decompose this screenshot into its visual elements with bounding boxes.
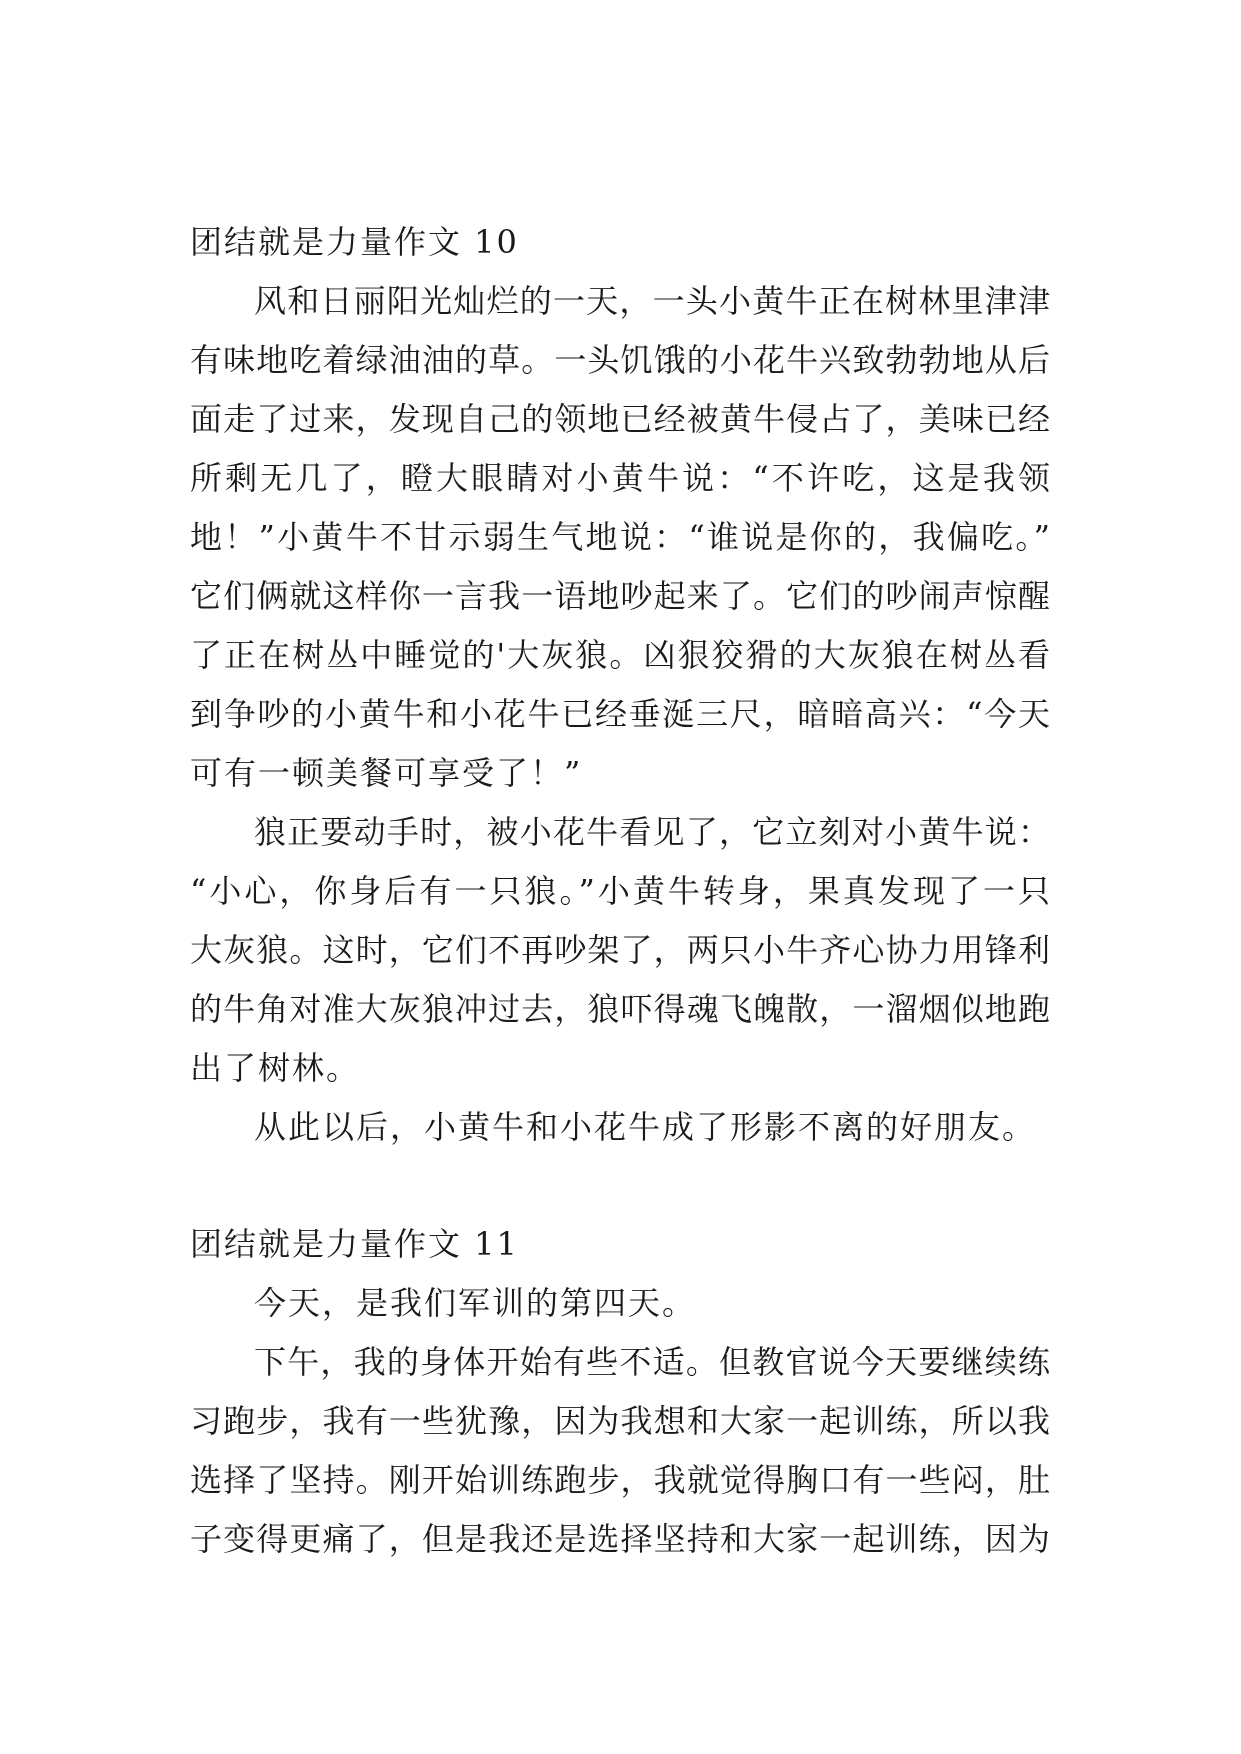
paragraph-line: 面走了过来，发现自己的领地已经被黄牛侵占了，美味已经 <box>190 400 1050 438</box>
paragraph-line: 的牛角对准大灰狼冲过去，狼吓得魂飞魄散，一溜烟似地跑 <box>190 990 1050 1028</box>
paragraph-line: 子变得更痛了，但是我还是选择坚持和大家一起训练，因为 <box>190 1520 1050 1558</box>
paragraph-line: 可有一顿美餐可享受了！” <box>190 754 583 792</box>
paragraph-line: 它们俩就这样你一言我一语地吵起来了。它们的吵闹声惊醒 <box>190 577 1050 615</box>
paragraph-line: 选择了坚持。刚开始训练跑步，我就觉得胸口有一些闷，肚 <box>190 1461 1050 1499</box>
paragraph-line: 到争吵的小黄牛和小花牛已经垂涎三尺，暗暗高兴：“今天 <box>190 695 1050 733</box>
paragraph-line: 大灰狼。这时，它们不再吵架了，两只小牛齐心协力用锋利 <box>190 931 1050 969</box>
paragraph-line: 出了树林。 <box>190 1049 361 1087</box>
paragraph-line: 风和日丽阳光灿烂的一天，一头小黄牛正在树林里津津 <box>254 282 1050 320</box>
paragraph-line: 从此以后，小黄牛和小花牛成了形影不离的好朋友。 <box>254 1108 1037 1146</box>
paragraph-line: “小心，你身后有一只狼。”小黄牛转身，果真发现了一只 <box>190 872 1050 910</box>
essay-11-title: 团结就是力量作文 11 <box>190 1225 519 1263</box>
paragraph-line: 狼正要动手时，被小花牛看见了，它立刻对小黄牛说： <box>254 813 1050 851</box>
paragraph-line: 今天，是我们军训的第四天。 <box>254 1284 697 1322</box>
paragraph-line: 习跑步，我有一些犹豫，因为我想和大家一起训练，所以我 <box>190 1402 1050 1440</box>
paragraph-line: 有味地吃着绿油油的草。一头饥饿的小花牛兴致勃勃地从后 <box>190 341 1050 379</box>
paragraph-line: 地！”小黄牛不甘示弱生气地说：“谁说是你的，我偏吃。” <box>190 518 1050 556</box>
paragraph-line: 了正在树丛中睡觉的'大灰狼。凶狠狡猾的大灰狼在树丛看 <box>190 636 1050 674</box>
essay-10-title: 团结就是力量作文 10 <box>190 223 519 261</box>
paragraph-line: 所剩无几了，瞪大眼睛对小黄牛说：“不许吃，这是我领 <box>190 459 1050 497</box>
paragraph-line: 下午，我的身体开始有些不适。但教官说今天要继续练 <box>254 1343 1050 1381</box>
